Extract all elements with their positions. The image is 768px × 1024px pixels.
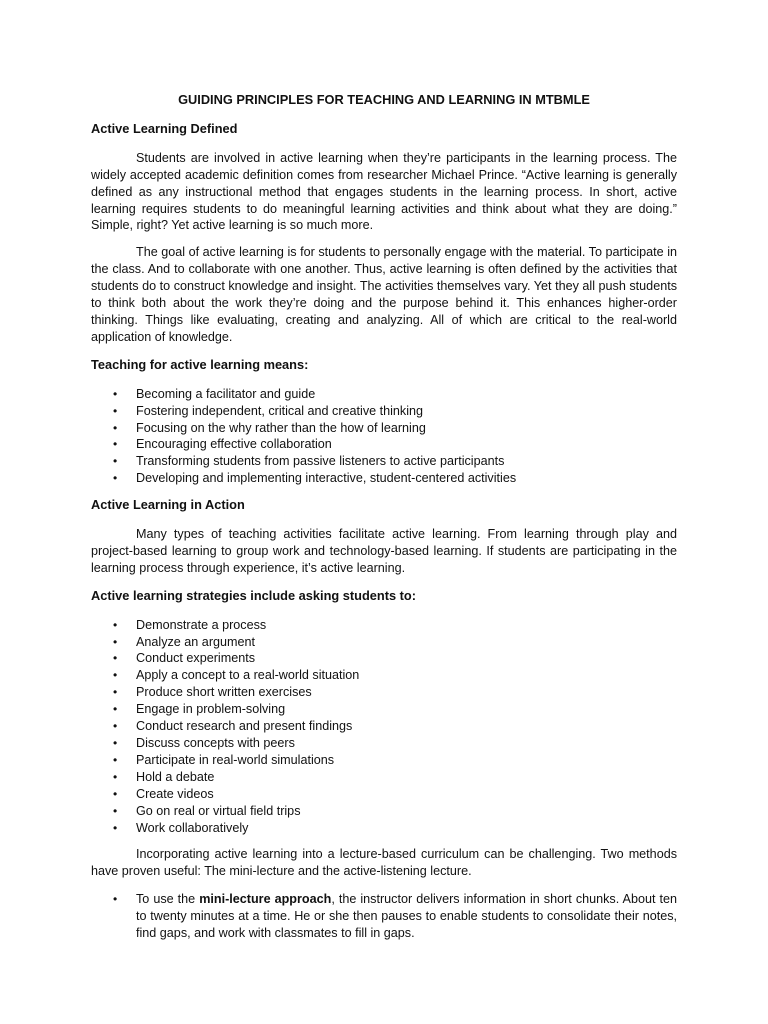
list-item: • Transforming students from passive listeners to active participants [113,454,505,469]
paragraph-incorporating: Incorporating active learning into a lecture-based curriculum can be challenging. Two methods have proven useful: The mini-lecture and the active-listening lecture. [91,847,677,879]
bullet-icon: • [113,471,118,486]
document-title: GUIDING PRINCIPLES FOR TEACHING AND LEARNING IN MTBMLE [178,92,590,107]
strategies-list [91,617,677,837]
bullet-icon: • [113,386,118,401]
bullet-icon: • [113,736,118,750]
list-item: • Encouraging effective collaboration [113,437,332,452]
bullet-icon: • [113,719,118,734]
bullet-icon: • [113,892,118,907]
bullet-icon: • [113,617,118,632]
paragraph-in-action: Many types of teaching activities facilitate active learning. From learning through play and project-based learning to group work and technology-based learning. If students are participating in the learning process through experience, it’s active learning. [91,527,677,575]
list-item: • Produce short written exercises [113,685,312,700]
bullet-icon: • [113,403,118,418]
bullet-icon: • [113,786,118,801]
heading-teaching-for-active-learning: Teaching for active learning means: [91,356,309,372]
list-item: • Demonstrate a process [113,617,267,632]
bullet-icon: • [113,803,118,818]
paragraph-defined-2: The goal of active learning is for students to personally engage with the material. To participate in the class. And to collaborate with one another. Thus, active learning is often defined by the activities that students do to construct knowledge and insight. The activities themselves vary. Yet they all push students to think both about the work they’re doing and the purpose behind it. This enhances higher-order thinking. Things like evaluating, creating and analyzing. All of which are critical to the real-world application of knowledge. [91,245,677,344]
list-item: • Conduct experiments [113,651,256,666]
paragraph-defined-1: Students are involved in active learning when they’re participants in the learning process. The widely accepted academic definition comes from researcher Michael Prince. “Active learning is generally defined as any instructional method that engages students in the learning process. In short, active learning requires students to do meaningful learning activities and think about what they are doing.” Simple, right? Yet active learning is so much more. [91,150,677,233]
bullet-icon: • [113,668,118,683]
list-item: • Work collaboratively [113,820,249,835]
list-item: • Focusing on the why rather than the how of learning [113,420,426,435]
bullet-icon: • [113,454,118,469]
document-page [91,92,677,942]
list-item: • Developing and implementing interactive, student-centered activities [113,471,517,486]
bullet-icon: • [113,752,118,767]
bullet-icon: • [113,634,118,649]
list-item: • Becoming a facilitator and guide [113,386,316,401]
list-item-mini-lecture: • To use the mini-lecture approach, the instructor delivers information in short chunks. About ten to twenty minutes at a time. He or she then pauses to enable students to consolidate their notes, find gaps, and work with classmates to fill in gaps. [113,892,677,941]
bullet-icon: • [113,420,118,435]
list-item: • Fostering independent, critical and creative thinking [113,403,424,418]
heading-active-learning-defined: Active Learning Defined [91,120,238,136]
list-item: • Go on real or virtual field trips [113,803,301,818]
bullet-icon: • [113,702,118,717]
mini-lecture-term: mini-lecture approach [199,892,332,907]
heading-active-learning-in-action: Active Learning in Action [91,497,245,513]
list-item: • Engage in problem-solving [113,702,286,717]
list-item: • Create videos [113,786,214,801]
list-item: • Hold a debate [113,769,215,784]
list-item: • Analyze an argument [113,634,256,649]
bullet-icon: • [113,769,118,784]
list-item: • Conduct research and present findings [113,719,353,734]
methods-list [91,891,677,942]
heading-strategies: Active learning strategies include asking students to: [91,587,416,603]
bullet-icon: • [113,437,118,452]
bullet-icon: • [113,820,118,835]
list-item: • Participate in real-world simulations [113,752,335,767]
list-item: • Apply a concept to a real-world situation [113,668,360,683]
list-item: • Discuss concepts with peers [113,736,295,750]
bullet-icon: • [113,651,118,666]
teaching-list [91,386,677,487]
bullet-icon: • [113,685,118,700]
